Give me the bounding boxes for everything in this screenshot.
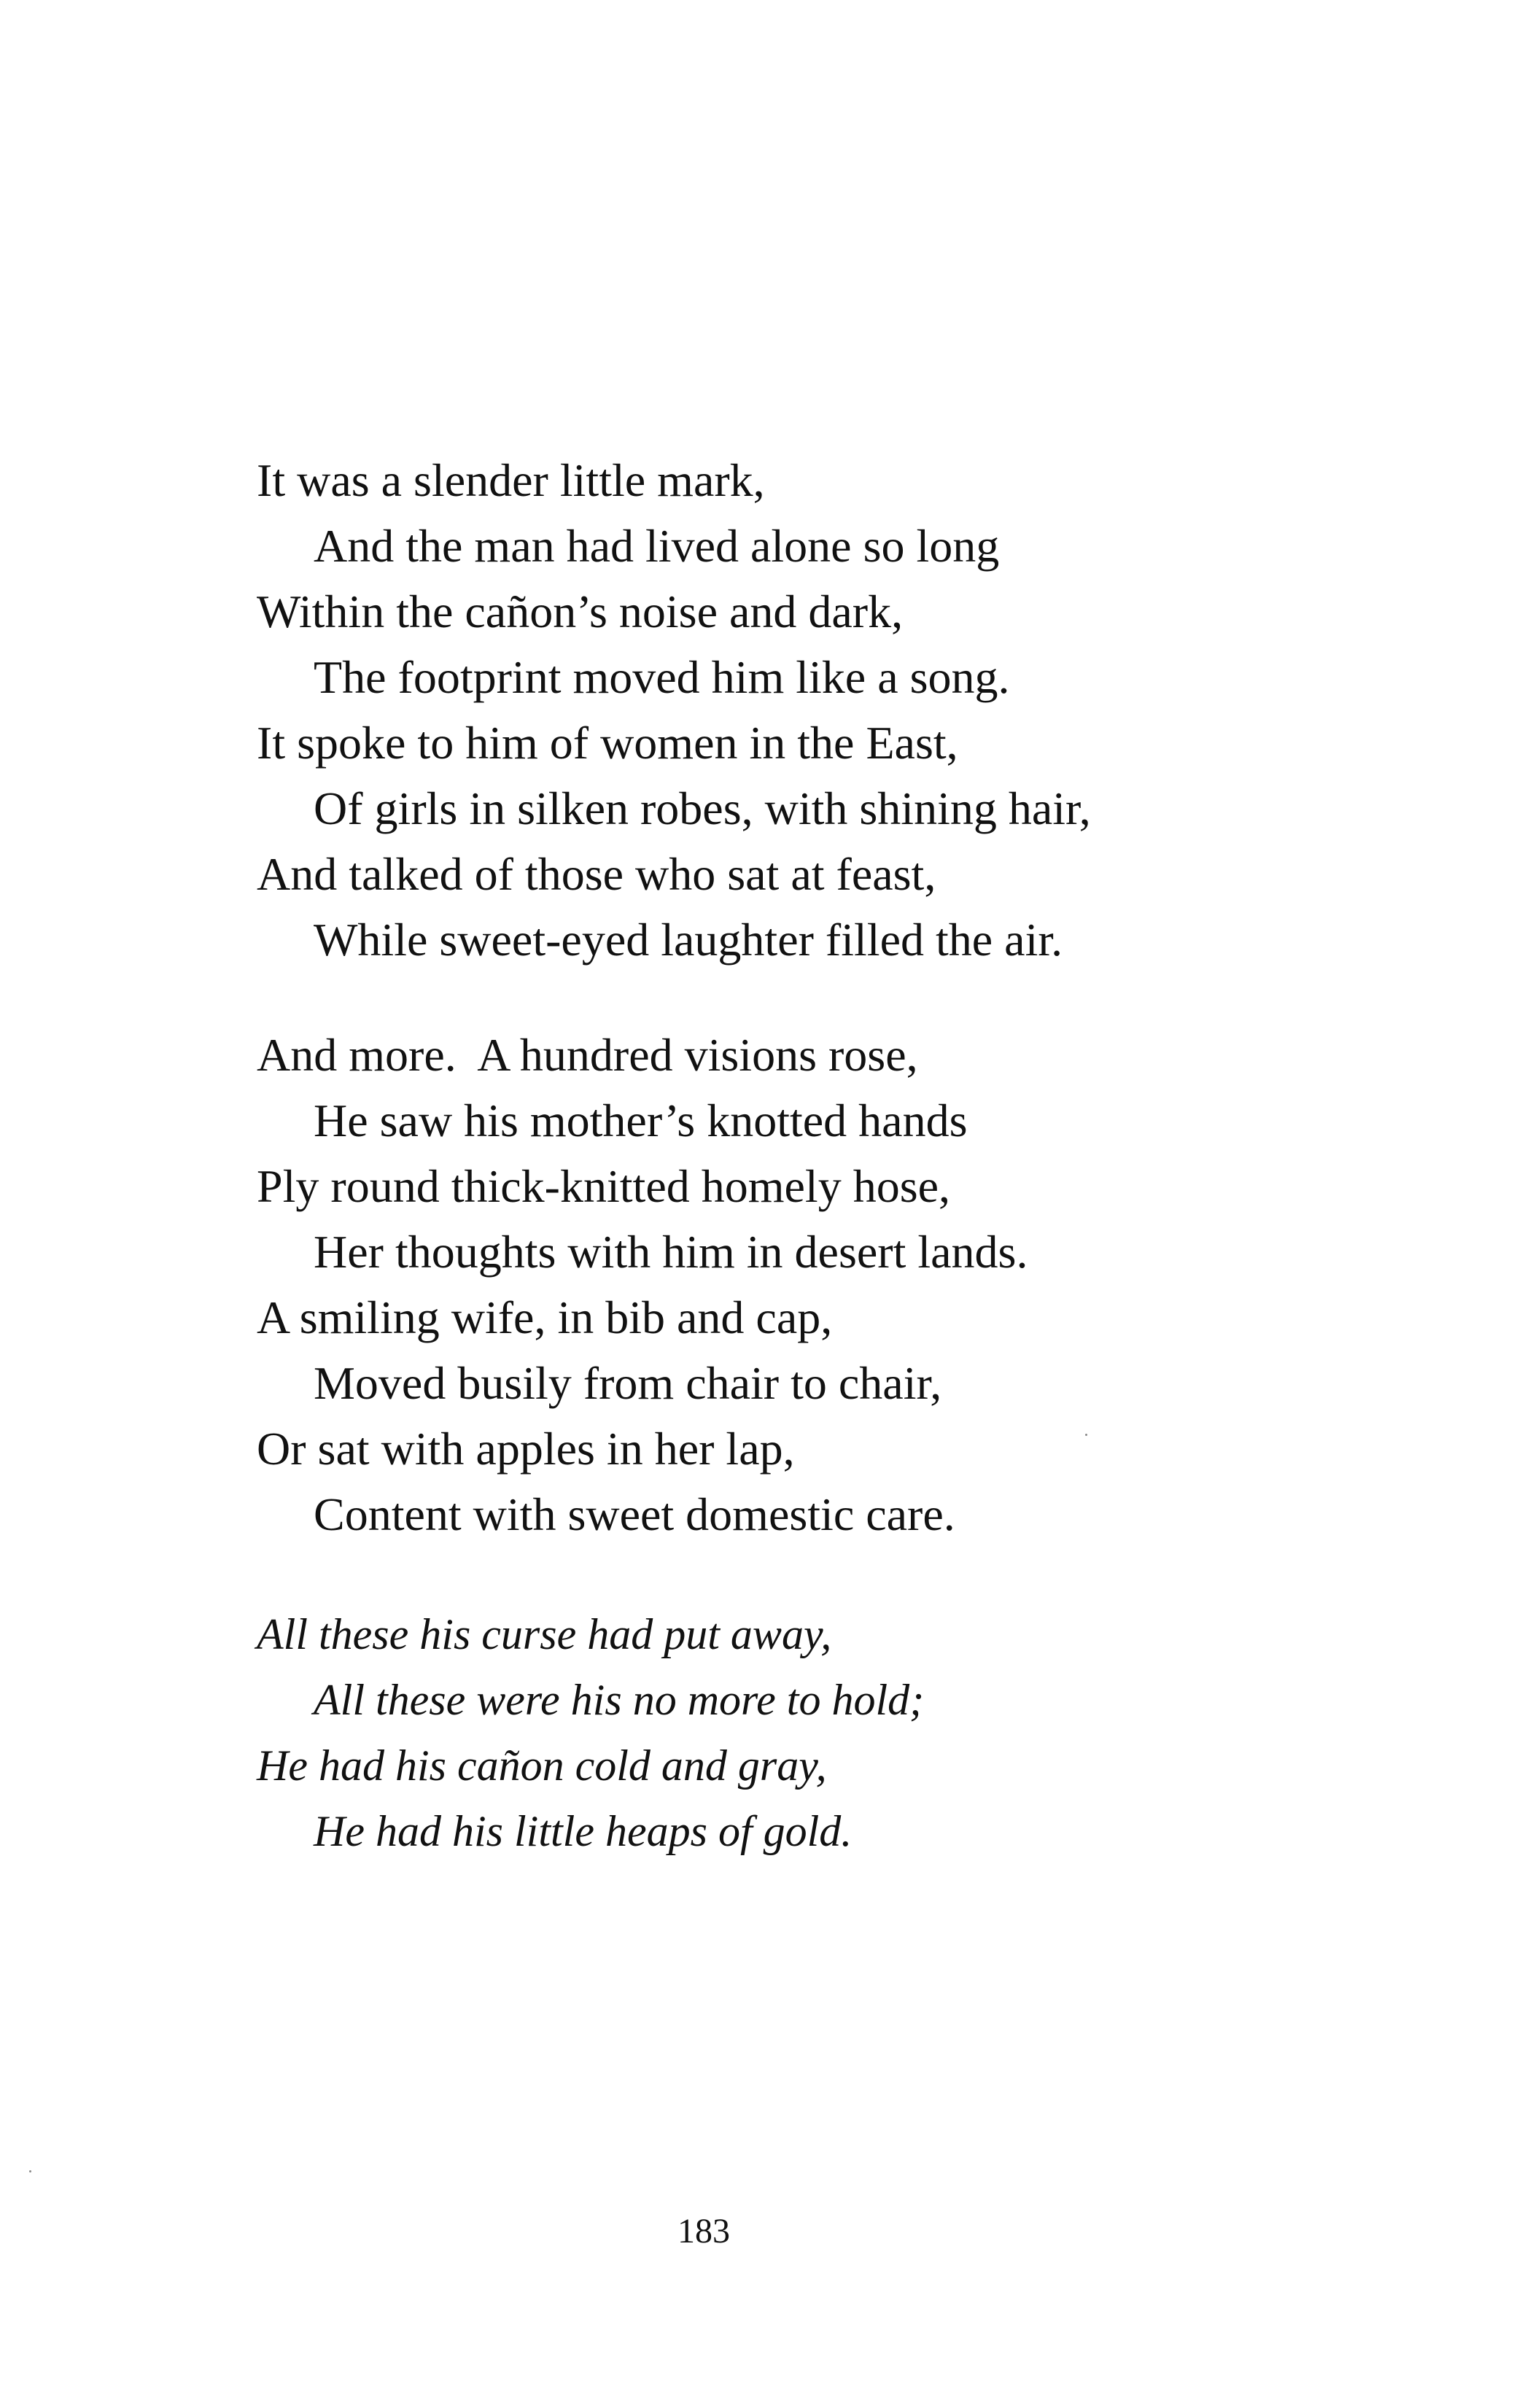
verse-line: All these were his no more to hold; xyxy=(314,1676,925,1724)
verse-line: Moved busily from chair to chair, xyxy=(314,1357,942,1409)
verse-line: He saw his mother’s knotted hands xyxy=(314,1095,968,1146)
stanza-2 xyxy=(257,1022,1351,1547)
verse-line: And more. A hundred visions rose, xyxy=(257,1029,918,1081)
verse-line: It was a slender little mark, xyxy=(257,454,765,506)
print-speck xyxy=(29,2170,31,2172)
verse-line: Ply round thick-knitted homely hose, xyxy=(257,1160,950,1212)
page-number: 183 xyxy=(677,2212,730,2250)
verse-line: He had his little heaps of gold. xyxy=(314,1807,853,1855)
verse-line: And talked of those who sat at feast, xyxy=(257,848,936,900)
verse-line: Within the cañon’s noise and dark, xyxy=(257,586,904,637)
verse-line: A smiling wife, in bib and cap, xyxy=(257,1292,833,1343)
stanza-1 xyxy=(257,448,1351,973)
verse-line: It spoke to him of women in the East, xyxy=(257,717,958,769)
verse-line: And the man had lived alone so long xyxy=(314,520,1000,572)
verse-line: Her thoughts with him in desert lands. xyxy=(314,1226,1028,1278)
verse-line: While sweet-eyed laughter filled the air. xyxy=(314,914,1063,966)
verse-line: All these his curse had put away, xyxy=(257,1610,832,1658)
verse-line: Content with sweet domestic care. xyxy=(314,1488,955,1540)
verse-line: He had his cañon cold and gray, xyxy=(257,1741,827,1790)
verse-line: The footprint moved him like a song. xyxy=(314,651,1010,703)
verse-line: Of girls in silken robes, with shining hair, xyxy=(314,782,1091,834)
stanza-3-italic xyxy=(257,1601,1351,1864)
print-speck xyxy=(1085,1434,1087,1436)
verse-line: Or sat with apples in her lap, xyxy=(257,1423,795,1475)
